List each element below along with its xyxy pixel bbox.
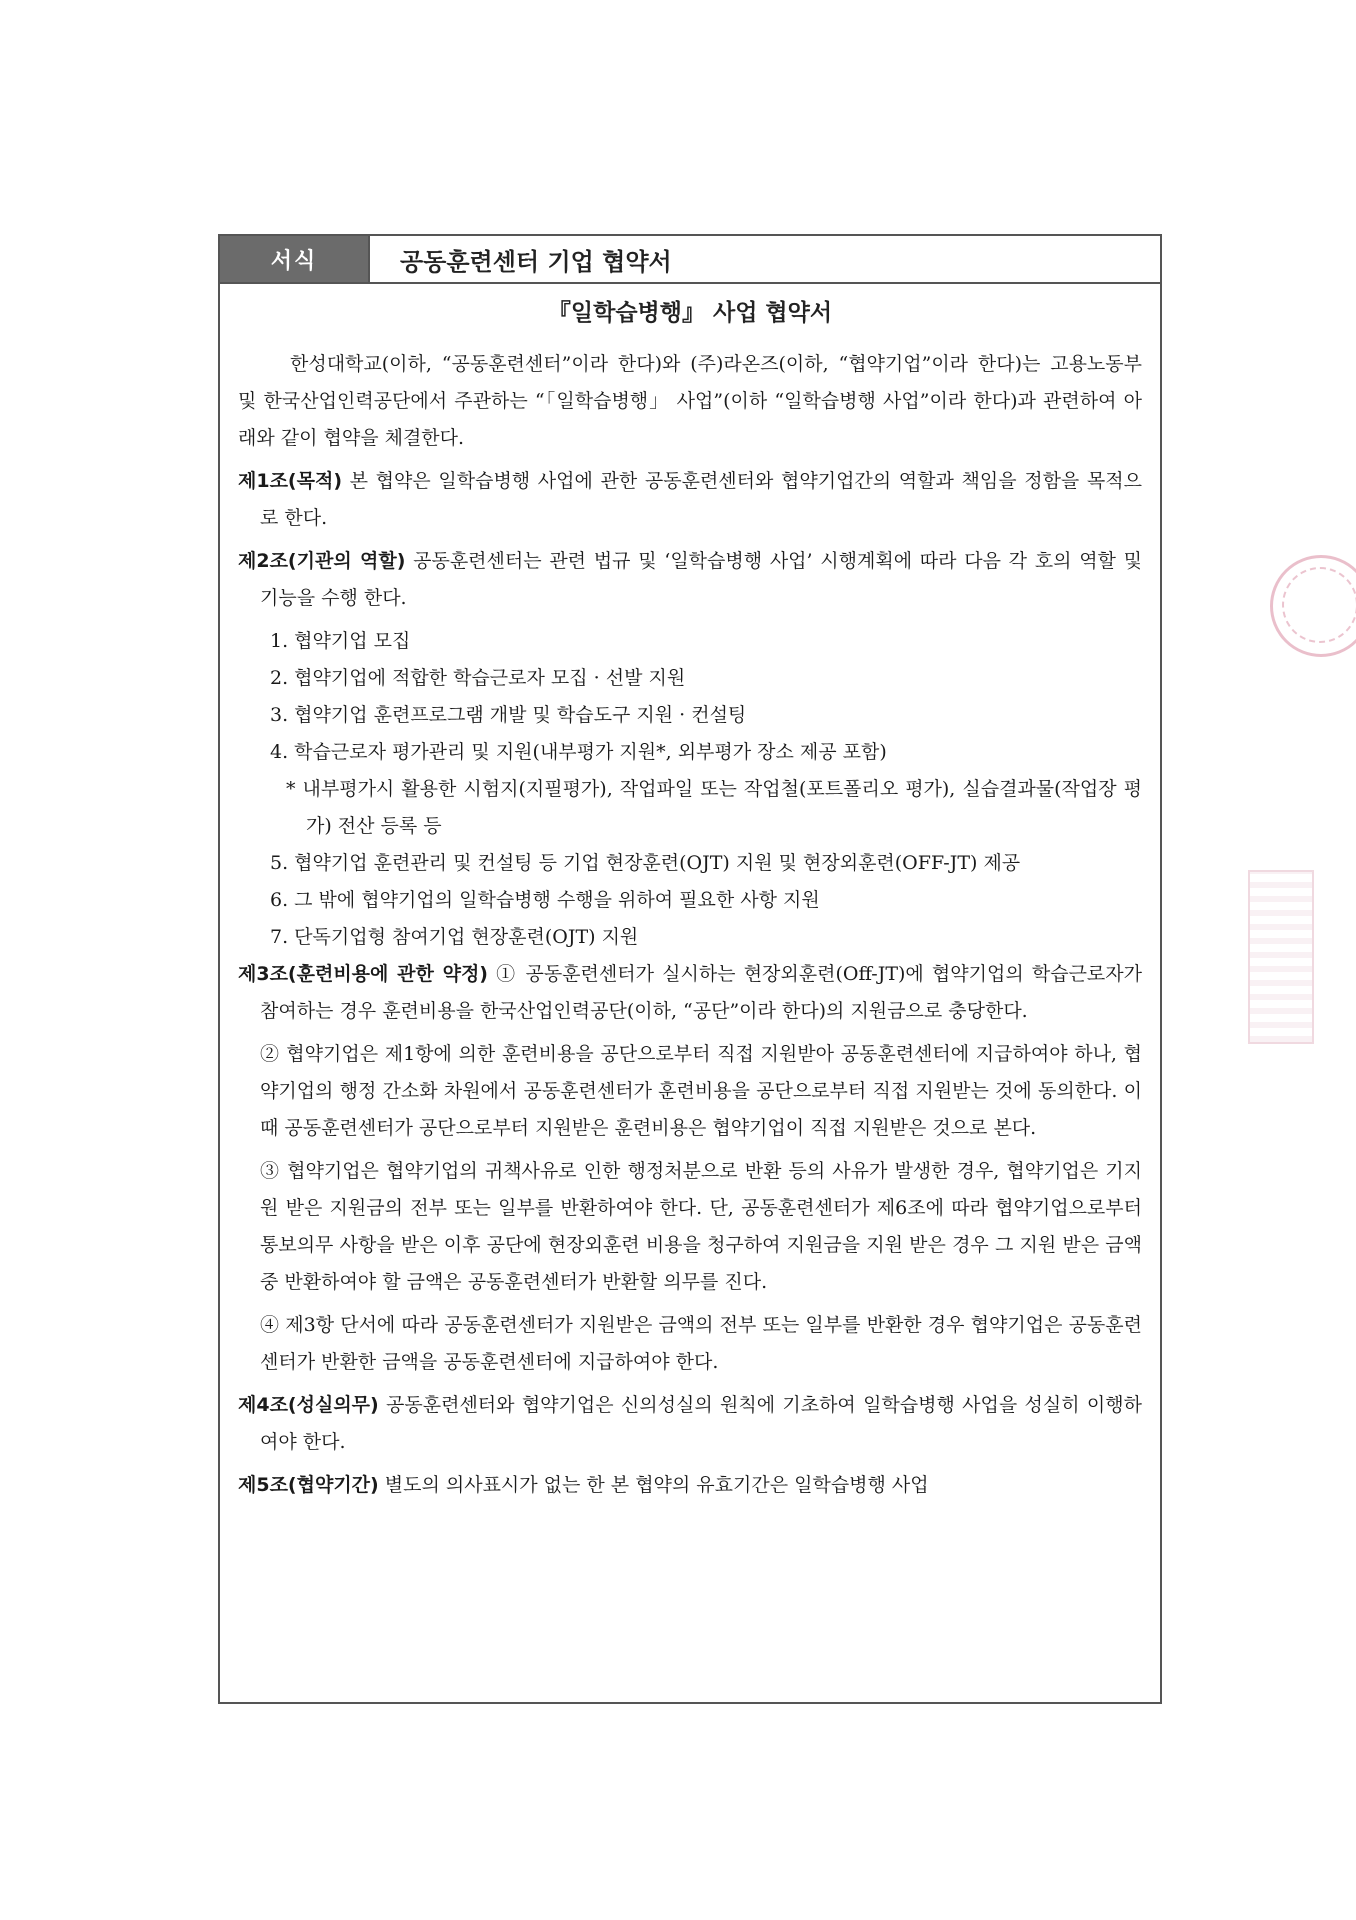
list-item: 1. 협약기업 모집 <box>270 630 411 652</box>
article-2-heading: 제2조(기관의 역할) <box>238 550 406 572</box>
article-1 <box>238 463 1142 537</box>
document-title: 『일학습병행』 사업 협약서 <box>547 300 833 326</box>
article-3-para-4: ④ 제3항 단서에 따라 공동훈련센터가 지원받은 금액의 전부 또는 일부를 반환한 경우 협약기업은 공동훈련센터가 반환한 금액을 공동훈련센터에 지급하여야 한다. <box>260 1314 1142 1373</box>
seal-stamp-round-inner <box>1282 567 1356 643</box>
form-frame <box>218 234 1162 1704</box>
article-2-list <box>238 623 1142 771</box>
article-1-heading: 제1조(목적) <box>238 470 343 492</box>
article-1-text: 본 협약은 일학습병행 사업에 관한 공동훈련센터와 협약기업간의 역할과 책임을 정함을 목적으로 한다. <box>260 470 1142 529</box>
article-4-text: 공동훈련센터와 협약기업은 신의성실의 원칙에 기초하여 일학습병행 사업을 성실히 이행하여야 한다. <box>260 1394 1142 1453</box>
article-2-list-continued <box>238 845 1142 956</box>
list-item: 7. 단독기업형 참여기업 현장훈련(OJT) 지원 <box>270 926 639 948</box>
list-item: 3. 협약기업 훈련프로그램 개발 및 학습도구 지원 · 컨설팅 <box>270 704 747 726</box>
article-5 <box>238 1467 1142 1504</box>
article-5-text: 별도의 의사표시가 없는 한 본 협약의 유효기간은 일학습병행 사업 <box>378 1474 929 1496</box>
list-item: 5. 협약기업 훈련관리 및 컨설팅 등 기업 현장훈련(OJT) 지원 및 현장외훈련(OFF-JT) 제공 <box>270 852 1021 874</box>
form-badge: 서식 <box>220 236 370 282</box>
article-2-text: 공동훈련센터는 관련 법규 및 ‘일학습병행 사업’ 시행계획에 따라 다음 각 호의 역할 및 기능을 수행 한다. <box>260 550 1142 609</box>
list-item: 4. 학습근로자 평가관리 및 지원(내부평가 지원*, 외부평가 장소 제공 포함) <box>270 741 887 763</box>
list-item: 2. 협약기업에 적합한 학습근로자 모집 · 선발 지원 <box>270 667 686 689</box>
article-5-heading: 제5조(협약기간) <box>238 1474 379 1496</box>
article-2-note: * 내부평가시 활용한 시험지(지필평가), 작업파일 또는 작업철(포트폴리오 평가), 실습결과물(작업장 평가) 전산 등록 등 <box>286 778 1142 837</box>
form-header-title: 공동훈련센터 기업 협약서 <box>400 247 672 276</box>
article-4 <box>238 1387 1142 1461</box>
seal-stamp-square <box>1248 870 1314 1044</box>
document-body <box>238 346 1142 1510</box>
article-3-heading: 제3조(훈련비용에 관한 약정) <box>238 963 488 985</box>
form-header <box>220 236 1160 284</box>
article-3 <box>238 956 1142 1030</box>
article-2 <box>238 543 1142 617</box>
list-item: 6. 그 밖에 협약기업의 일학습병행 수행을 위하여 필요한 사항 지원 <box>270 889 820 911</box>
article-3-para-2: ② 협약기업은 제1항에 의한 훈련비용을 공단으로부터 직접 지원받아 공동훈련센터에 지급하여야 하나, 협약기업의 행정 간소화 차원에서 공동훈련센터가 훈련비용을 공단으로부터 직접 지원받는 것에 동의한다. 이 때 공동훈련센터가 공단으로부터 지원받은 훈련비용은 협약기업이 직접 지원받은 것으로 본다. <box>260 1043 1142 1139</box>
article-3-para-3: ③ 협약기업은 협약기업의 귀책사유로 인한 행정처분으로 반환 등의 사유가 발생한 경우, 협약기업은 기지원 받은 지원금의 전부 또는 일부를 반환하여야 한다. 단, 공동훈련센터가 제6조에 따라 협약기업으로부터 통보의무 사항을 받은 이후 공단에 현장외훈련 비용을 청구하여 지원금을 지원 받은 경우 그 지원 받은 금액 중 반환하여야 할 금액은 공동훈련센터가 반환할 의무를 진다. <box>260 1160 1142 1293</box>
article-4-heading: 제4조(성실의무) <box>238 1394 379 1416</box>
intro-paragraph: 한성대학교(이하, “공동훈련센터”이라 한다)와 (주)라온즈(이하, “협약기업”이라 한다)는 고용노동부 및 한국산업인력공단에서 주관하는 “「일학습병행」 사업”(이하 “일학습병행 사업”이라 한다)과 관련하여 아래와 같이 협약을 체결한다. <box>238 353 1142 449</box>
article-3-para-1: ① 공동훈련센터가 실시하는 현장외훈련(Off-JT)에 협약기업의 학습근로자가 참여하는 경우 훈련비용을 한국산업인력공단(이하, “공단”이라 한다)의 지원금으로 충당한다. <box>260 963 1142 1022</box>
